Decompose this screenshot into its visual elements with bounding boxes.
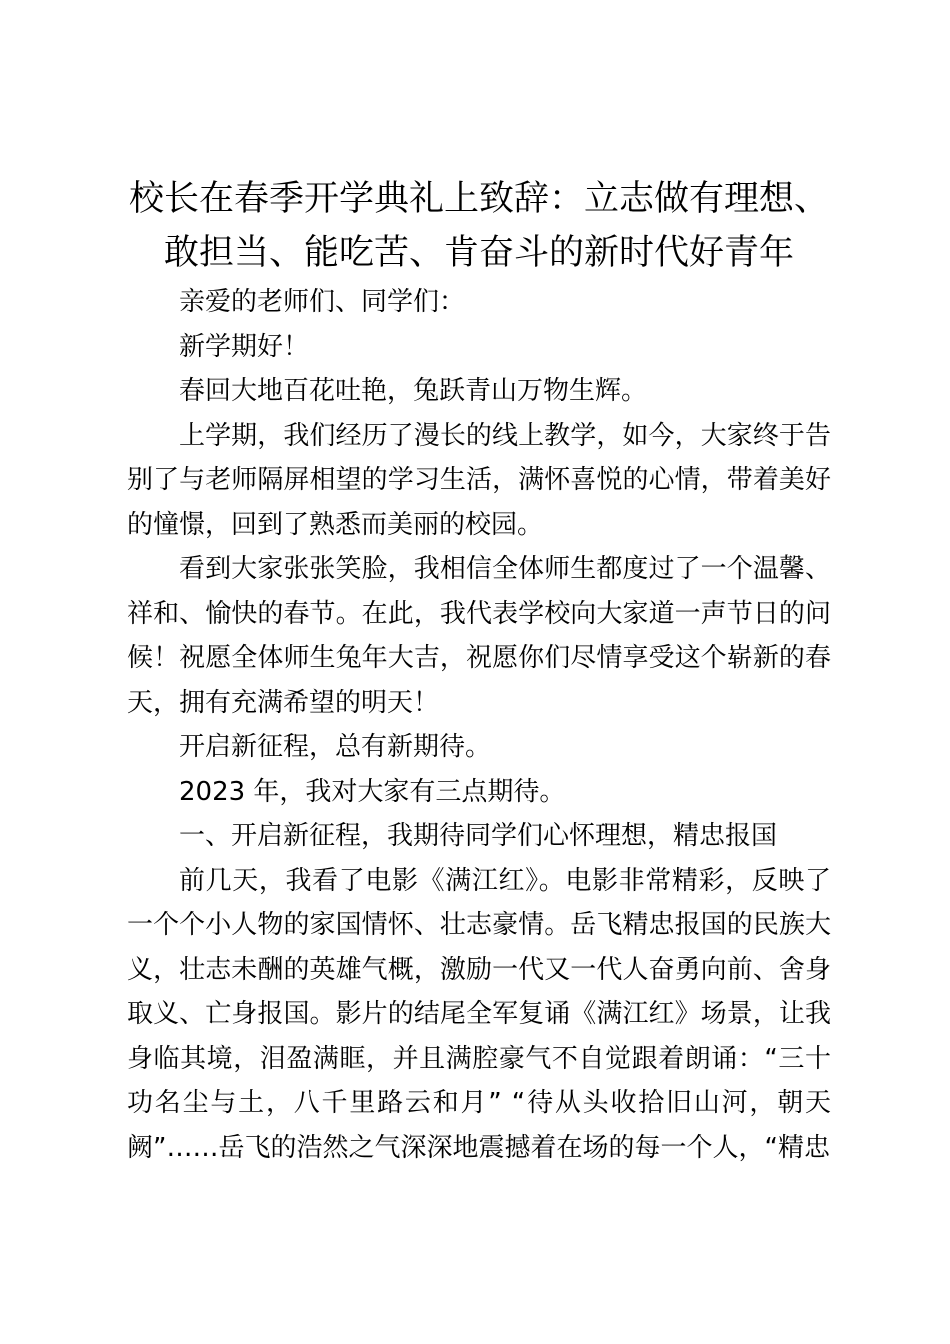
paragraph: 春回大地百花吐艳，兔跃青山万物生辉。 [179, 376, 648, 406]
document-body [127, 172, 831, 1170]
greeting: 新学期好！ [179, 331, 310, 362]
paragraph: 2023 年，我对大家有三点期待。 [179, 776, 566, 807]
document-title [127, 172, 831, 280]
title-line-1: 校长在春季开学典礼上致辞：立志做有理想、 [128, 179, 829, 219]
speech-text [127, 280, 831, 1170]
section-heading: 一、开启新征程，我期待同学们心怀理想，精忠报国 [179, 821, 778, 851]
paragraph: 看到大家张张笑脸，我相信全体师生都度过了一个温馨、祥和、愉快的春节。在此，我代表学校向大家道一声节日的问候！祝愿全体师生兔年大吉，祝愿你们尽情享受这个崭新的春天，拥有充满希望的明天！ [127, 554, 831, 718]
salutation: 亲爱的老师们、同学们： [179, 287, 466, 317]
paragraph: 上学期，我们经历了漫长的线上教学，如今，大家终于告别了与老师隔屏相望的学习生活，满怀喜悦的心情，带着美好的憧憬，回到了熟悉而美丽的校园。 [127, 420, 831, 540]
paragraph: 前几天，我看了电影《满江红》。电影非常精彩，反映了一个个小人物的家国情怀、壮志豪情。岳飞精忠报国的民族大义，壮志未酬的英雄气概，激励一代又一代人奋勇向前、舍身取义、亡身报国。影片的结尾全军复诵《满江红》场景，让我身临其境，泪盈满眶，并且满腔豪气不自觉跟着朗诵：“三十功名尘与土，八千里路云和月” “待从头收拾旧山河，朝天阙”……岳飞的浩然之气深深地震撼着在场的每一个人，“精忠 [127, 865, 831, 1163]
paragraph: 开启新征程，总有新期待。 [179, 732, 492, 762]
title-line-2: 敢担当、能吃苦、肯奋斗的新时代好青年 [163, 233, 794, 273]
